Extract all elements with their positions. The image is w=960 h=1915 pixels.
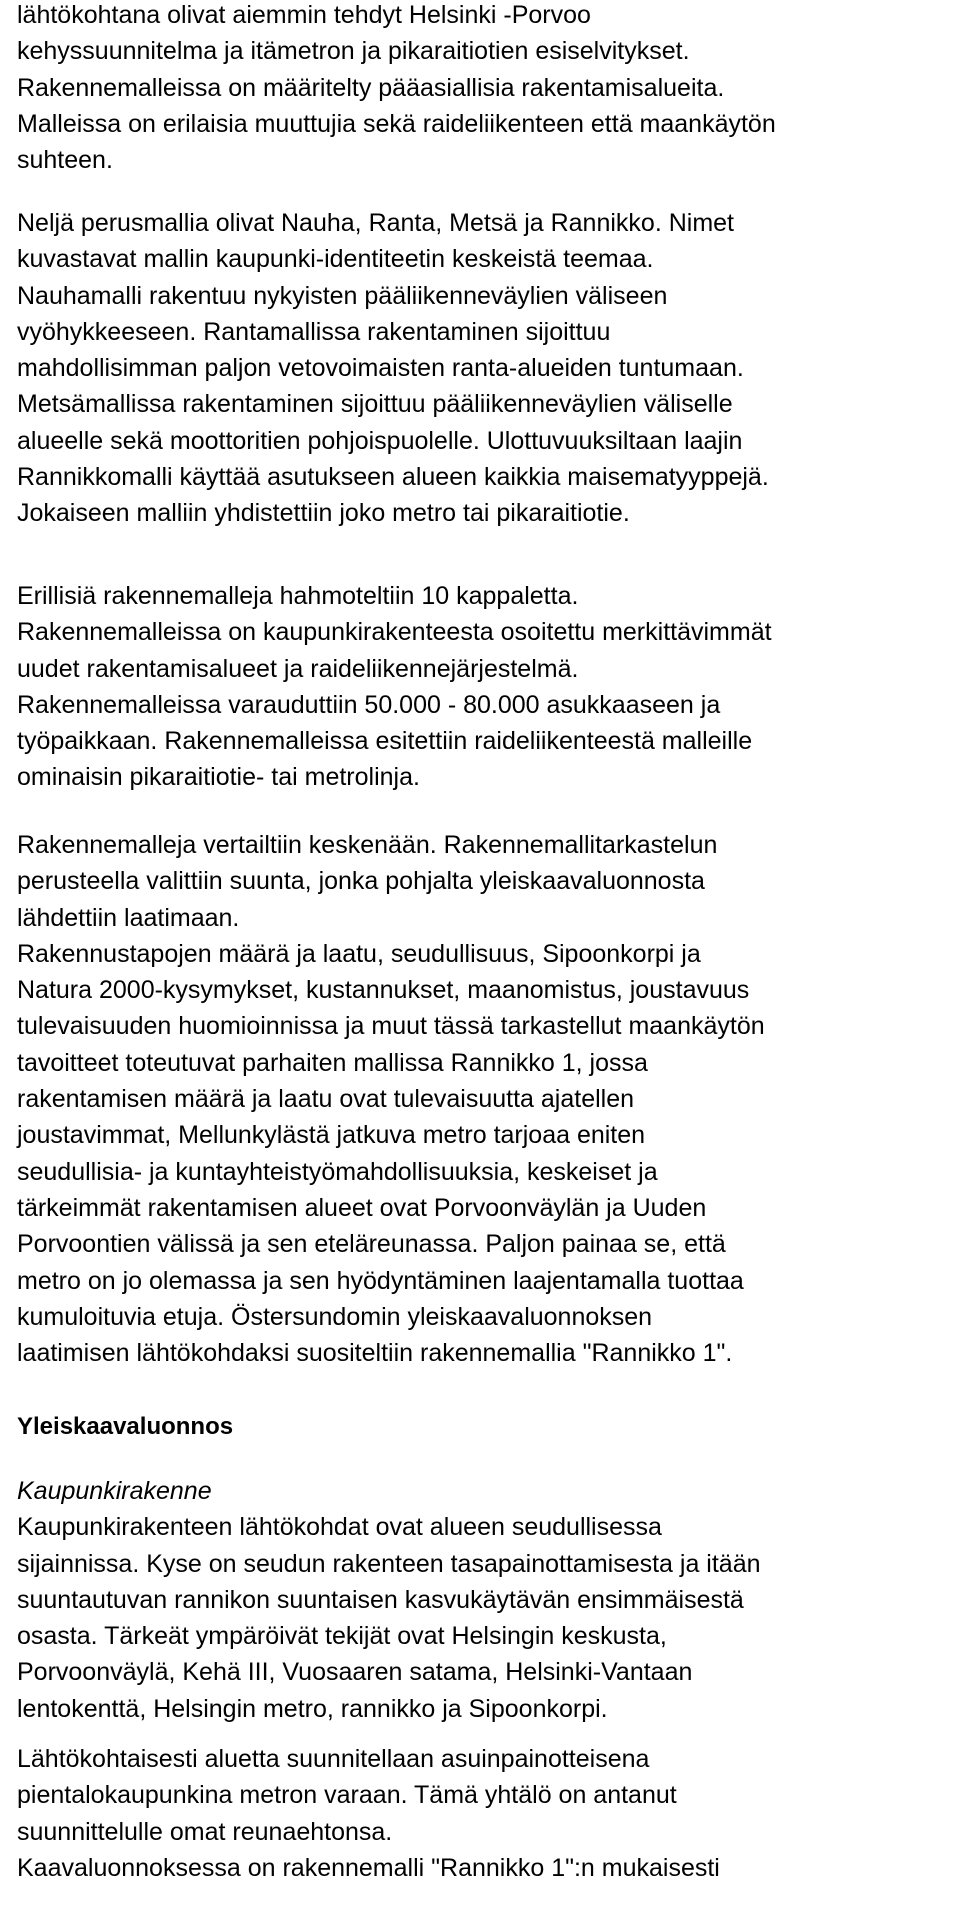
text-line: uudet rakentamisalueet ja raideliikennejärjestelmä. [17,654,579,683]
text-line: lähdettiin laatimaan. [17,903,240,932]
text-line: tavoitteet toteutuvat parhaiten mallissa Rannikko 1, jossa [17,1048,648,1077]
text-line: Rakennemalleissa varauduttiin 50.000 - 80.000 asukkaaseen ja [17,690,721,719]
text-line: Rakennemalleissa on kaupunkirakenteesta osoitettu merkittävimmät [17,618,772,647]
text-line: osasta. Tärkeät ympäröivät tekijät ovat Helsingin keskusta, [17,1622,667,1651]
text-line: Metsämallissa rakentaminen sijoittuu pääliikenneväylien väliselle [17,390,733,419]
text-line: lentokenttä, Helsingin metro, rannikko ja Sipoonkorpi. [17,1694,608,1723]
text-line: laatimisen lähtökohdaksi suositeltiin rakennemallia "Rannikko 1". [17,1339,733,1368]
text-line: seudullisia- ja kuntayhteistyömahdollisuuksia, keskeiset ja [17,1157,658,1186]
text-line: joustavimmat, Mellunkylästä jatkuva metro tarjoaa eniten [17,1121,646,1150]
text-line: Rakennemalleissa on määritelty pääasiallisia rakentamisalueita. [17,73,725,102]
text-line: Porvoonväylä, Kehä III, Vuosaaren satama, Helsinki-Vantaan [17,1658,693,1687]
text-line: ominaisin pikaraitiotie- tai metrolinja. [17,763,420,792]
text-line: perusteella valittiin suunta, jonka pohjalta yleiskaavaluonnosta [17,867,705,896]
text-line: työpaikkaan. Rakennemalleissa esitettiin raideliikenteestä malleille [17,727,753,756]
text-line: Rakennemalleja vertailtiin keskenään. Rakennemallitarkastelun [17,831,718,859]
text-line: pientalokaupunkina metron varaan. Tämä yhtälö on antanut [17,1781,677,1810]
text-line: Neljä perusmallia olivat Nauha, Ranta, Metsä ja Rannikko. Nimet [17,209,734,237]
text-line: sijainnissa. Kyse on seudun rakenteen tasapainottamisesta ja itään [17,1549,761,1578]
text-line: lähtökohtana olivat aiemmin tehdyt Helsinki -Porvoo [17,1,591,29]
paragraph-structural-models [17,578,955,796]
text-line: tärkeimmät rakentamisen alueet ovat Porvoonväylän ja Uuden [17,1193,707,1222]
text-line: rakentamisen määrä ja laatu ovat tulevaisuutta ajatellen [17,1085,635,1114]
text-line: Lähtökohtaisesti aluetta suunnitellaan asuinpainotteisena [17,1745,650,1773]
text-line: mahdollisimman paljon vetovoimaisten ranta-alueiden tuntumaan. [17,354,744,383]
text-line: kumuloituvia etuja. Östersundomin yleiskaavaluonnoksen [17,1302,653,1331]
text-line: Rannikkomalli käyttää asutukseen alueen kaikkia maisematyyppejä. [17,463,769,492]
text-line: Porvoontien välissä ja sen eteläreunassa. Paljon painaa se, että [17,1230,726,1259]
text-line: vyöhykkeeseen. Rantamallissa rakentaminen sijoittuu [17,317,611,346]
text-line: suunnittelulle omat reunaehtonsa. [17,1817,393,1846]
text-line: Kaavaluonnoksessa on rakennemalli "Rannikko 1":n mukaisesti [17,1853,720,1882]
paragraph-starting-points [17,1741,955,1886]
paragraph-base-models [17,205,955,532]
paragraph-urban-structure [17,1473,955,1727]
paragraph-model-comparison [17,827,955,1371]
text-line: Nauhamalli rakentuu nykyisten pääliikenneväylien väliseen [17,281,668,310]
text-line: Rakennustapojen määrä ja laatu, seudullisuus, Sipoonkorpi ja [17,939,701,968]
text-line: kuvastavat mallin kaupunki-identiteetin keskeistä teemaa. [17,245,654,274]
text-line: suuntautuvan rannikon suuntaisen kasvukäytävän ensimmäisestä [17,1585,744,1614]
text-line: metro on jo olemassa ja sen hyödyntäminen laajentamalla tuottaa [17,1266,744,1295]
paragraph-source-material [17,0,955,178]
text-line: Jokaiseen malliin yhdistettiin joko metro tai pikaraitiotie. [17,499,630,528]
text-line: Erillisiä rakennemalleja hahmoteltiin 10 kappaletta. [17,582,579,610]
section-subheading: Kaupunkirakenne [17,1477,212,1505]
section-heading: Yleiskaavaluonnos [17,1413,234,1440]
text-line: alueelle sekä moottoritien pohjoispuolelle. Ulottuvuuksiltaan laajin [17,426,743,455]
text-line: Natura 2000-kysymykset, kustannukset, maanomistus, joustavuus [17,976,750,1005]
text-line: Kaupunkirakenteen lähtökohdat ovat alueen seudullisessa [17,1513,662,1542]
text-line: Malleissa on erilaisia muuttujia sekä raideliikenteen että maankäytön [17,109,776,138]
text-line: suhteen. [17,146,113,175]
text-line: kehyssuunnitelma ja itämetron ja pikaraitiotien esiselvitykset. [17,37,690,66]
text-line: tulevaisuuden huomioinnissa ja muut tässä tarkastellut maankäytön [17,1012,765,1041]
